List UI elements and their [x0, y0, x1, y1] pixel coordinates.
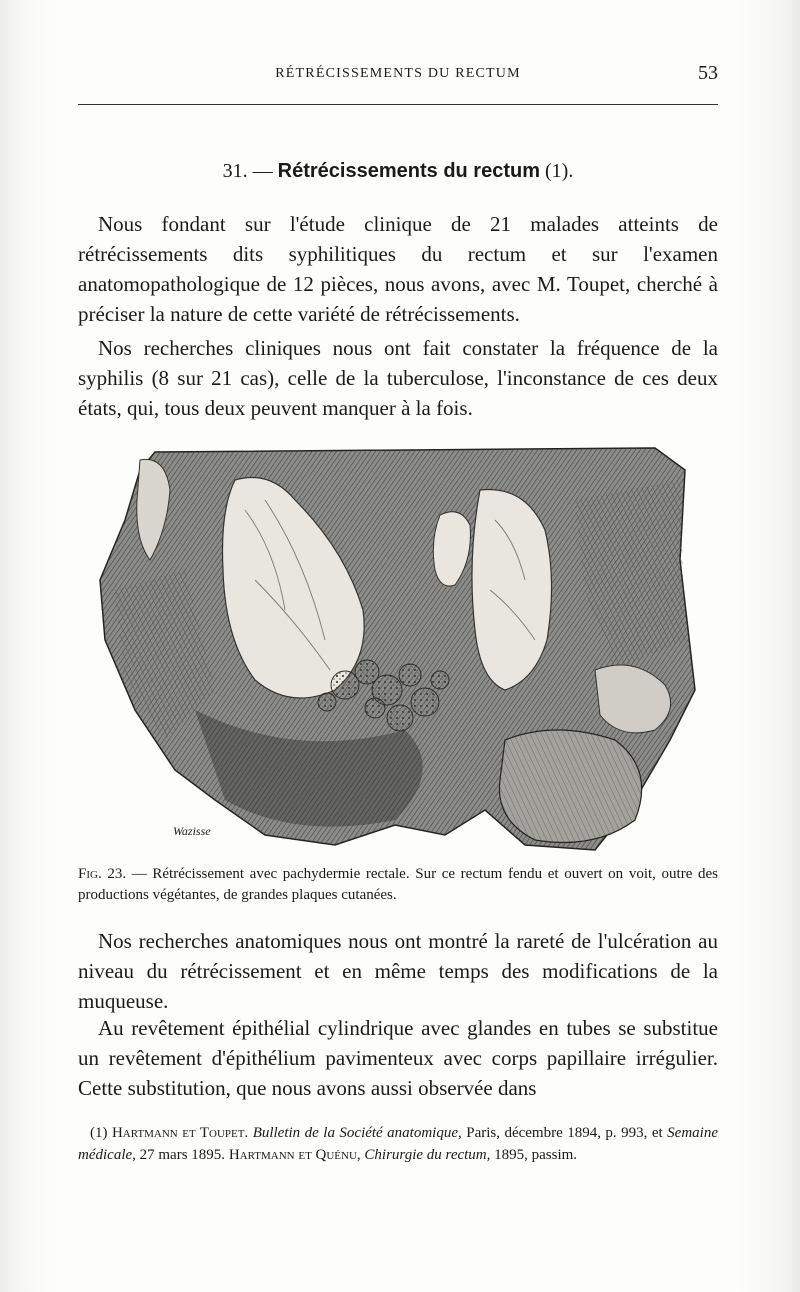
- header-rule: [78, 104, 718, 105]
- paragraph-anatomical-findings: Nos recherches anatomiques nous ont montré la rareté de l'ulcération au niveau du rétrécissement et en même temps des modifications de la muqueuse.: [78, 929, 718, 1013]
- paragraph-clinical-study: Nous fondant sur l'étude clinique de 21 malades atteints de rétrécissements dits syphilitiques du rectum et sur l'examen anatomopathologique de 12 pièces, nous avons, avec M. Toupet, cherché à préciser la nature de cette variété de rétrécissements.: [78, 212, 718, 326]
- footnote-text-3: 1895, passim.: [494, 1147, 578, 1163]
- running-head: [78, 62, 718, 92]
- paragraph-epithelium: Au revêtement épithélial cylindrique avec glandes en tubes se substitue un revêtement d'épithélium pavimenteux avec corps papillaire irrégulier. Cette substitution, que nous avons aussi observée dans: [78, 1016, 718, 1100]
- footnote: [78, 1122, 718, 1166]
- footnote-text-2: 27 mars 1895.: [139, 1147, 226, 1163]
- footnote-journal-bulletin: Bulletin de la Société anatomique,: [252, 1125, 462, 1141]
- footnote-authors-2: Hartmann et Quénu,: [228, 1147, 361, 1163]
- figure-rectum-engraving: [95, 440, 700, 860]
- footnote-text-1: Paris, décembre 1894, p. 993, et: [466, 1125, 663, 1141]
- section-title: Rétrécissements du rectum: [277, 160, 540, 182]
- footnote-journal-semaine: Semaine médicale,: [78, 1125, 718, 1163]
- footnote-book: Chirurgie du rectum,: [364, 1147, 491, 1163]
- figure-label: Fig. 23. —: [78, 866, 147, 882]
- rectum-engraving-illustration: [95, 440, 700, 860]
- paragraph-clinical-findings: Nos recherches cliniques nous ont fait constater la fréquence de la syphilis (8 sur 21 cas), celle de la tuberculose, l'inconstance de ces deux états, qui, tous deux peuvent manquer à la fois.: [78, 336, 718, 420]
- footnote-marker: (1): [90, 1125, 108, 1141]
- section-number: 31. —: [222, 160, 273, 182]
- section-heading: [78, 160, 718, 183]
- engraver-signature: Wazisse: [173, 824, 211, 838]
- page-number: 53: [698, 62, 718, 84]
- running-title: RÉTRÉCISSEMENTS DU RECTUM: [275, 66, 521, 81]
- footnote-authors: Hartmann et Toupet.: [111, 1125, 249, 1141]
- figure-caption: [78, 864, 718, 906]
- footnote-reference: (1).: [545, 160, 574, 182]
- figure-caption-text: Rétrécissement avec pachydermie rectale. Sur ce rectum fendu et ouvert on voit, outre des productions végétantes, de grandes plaques cutanées.: [78, 866, 719, 903]
